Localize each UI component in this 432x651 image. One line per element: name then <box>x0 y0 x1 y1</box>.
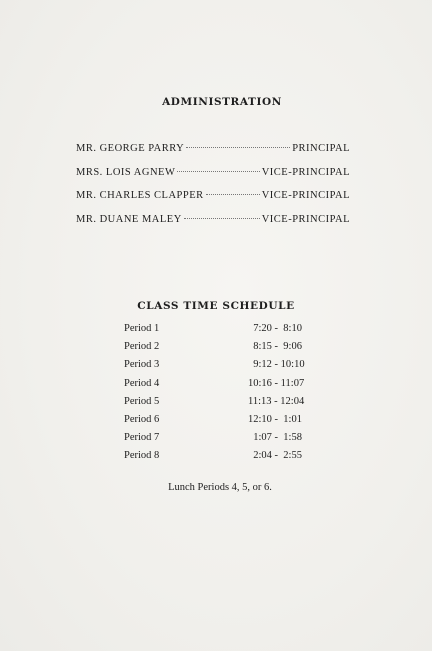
period-row <box>124 323 314 341</box>
period-label: Period 2 <box>124 341 160 353</box>
dot-leader <box>206 194 260 195</box>
period-time: 12:10 - 1:01 <box>248 413 302 425</box>
period-row <box>124 341 314 359</box>
staff-row <box>76 143 350 167</box>
period-row <box>124 396 314 414</box>
staff-name: MR. DUANE MALEY <box>76 213 182 225</box>
period-row <box>124 450 314 468</box>
period-label: Period 7 <box>124 432 160 444</box>
staff-name: MR. GEORGE PARRY <box>76 143 185 154</box>
lunch-note: Lunch Periods 4, 5, or 6. <box>168 482 272 493</box>
staff-title: VICE-PRINCIPAL <box>261 166 350 178</box>
period-time: 11:13 - 12:04 <box>248 395 305 407</box>
period-label: Period 1 <box>124 323 160 334</box>
class-schedule <box>124 323 314 469</box>
period-label: Period 8 <box>124 450 160 462</box>
period-time: 9:12 - 10:10 <box>248 359 305 371</box>
staff-name: MRS. LOIS AGNEW <box>76 166 176 178</box>
administration-list <box>76 143 350 237</box>
staff-name: MR. CHARLES CLAPPER <box>76 190 204 201</box>
dot-leader <box>184 218 260 219</box>
staff-title: VICE-PRINCIPAL <box>261 190 350 201</box>
dot-leader <box>177 171 259 172</box>
period-time: 7:20 - 8:10 <box>248 323 302 334</box>
period-time: 10:16 - 11:07 <box>248 377 305 389</box>
period-label: Period 5 <box>124 395 160 407</box>
staff-row <box>76 167 350 191</box>
staff-row <box>76 214 350 238</box>
staff-title: VICE-PRINCIPAL <box>261 213 350 225</box>
period-time: 1:07 - 1:58 <box>248 432 302 444</box>
period-row <box>124 359 314 377</box>
period-row <box>124 414 314 432</box>
staff-row <box>76 190 350 214</box>
staff-title: PRINCIPAL <box>292 143 350 154</box>
period-label: Period 6 <box>124 413 160 425</box>
period-time: 8:15 - 9:06 <box>248 341 302 353</box>
period-row <box>124 378 314 396</box>
period-label: Period 4 <box>124 377 160 389</box>
period-time: 2:04 - 2:55 <box>248 450 302 462</box>
period-row <box>124 432 314 450</box>
administration-heading: ADMINISTRATION <box>162 96 282 108</box>
dot-leader <box>186 147 290 148</box>
schedule-heading: CLASS TIME SCHEDULE <box>137 300 295 312</box>
period-label: Period 3 <box>124 359 160 371</box>
